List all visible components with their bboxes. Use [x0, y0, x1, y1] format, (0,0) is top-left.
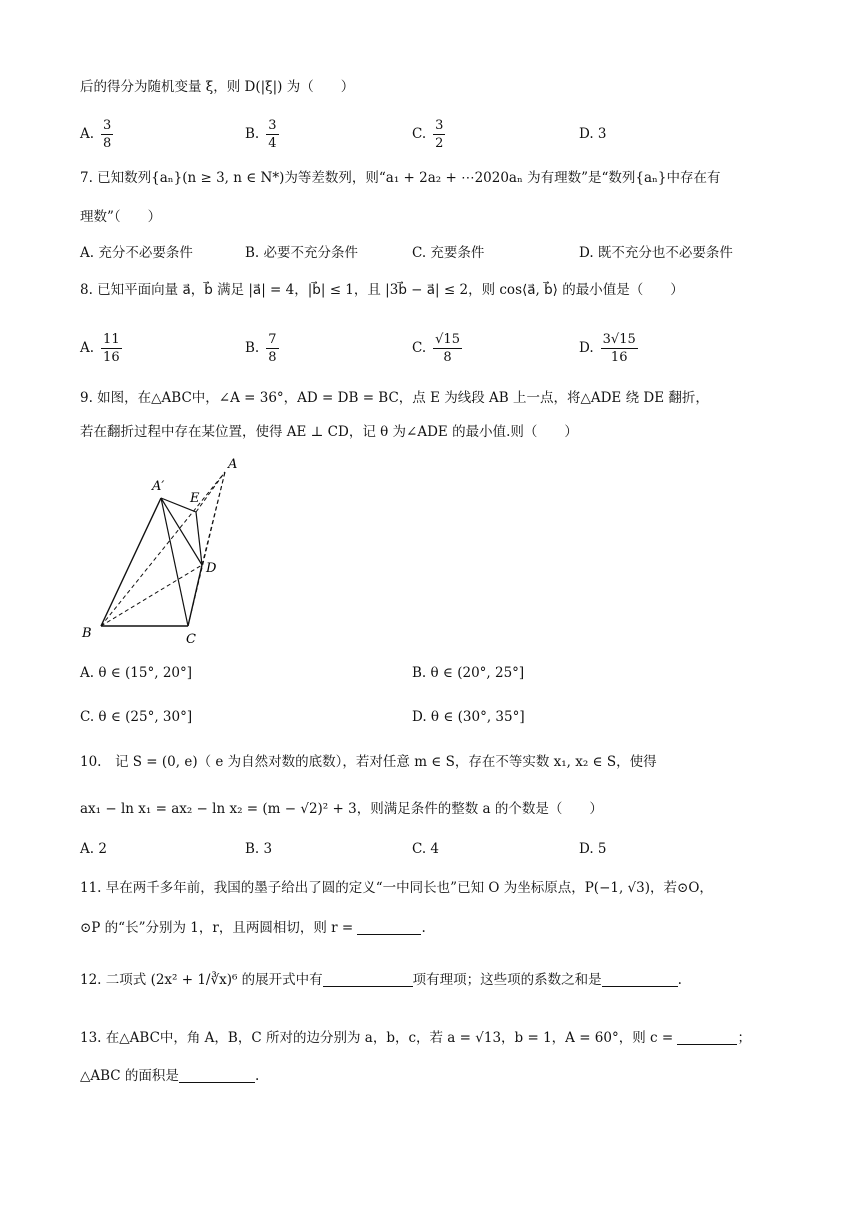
q10-stem-line2: ax₁ − ln x₁ = ax₂ − ln x₂ = (m − √2)² + 3，则满足条件的整数 a 的个数是（ ）: [80, 801, 603, 817]
q8-option-a[interactable]: A. $\frac{11}{16}$: [80, 331, 120, 365]
q6-continuation: 后的得分为随机变量 ξ，则 D(|ξ|) 为（ ）: [80, 79, 355, 95]
label-b: B: [82, 626, 92, 641]
answer-blank[interactable]: [357, 934, 421, 935]
q13-stem-line1: 13. 在△ABC中，角 A，B，C 所对的边分别为 a，b，c，若 a = √13，b = 1，A = 60°，则 c = ；: [80, 1030, 751, 1046]
q9-option-a[interactable]: A. θ ∈ (15°, 20°]: [80, 665, 193, 681]
q8-stem: 8. 已知平面向量 a⃗，b⃗ 满足 |a⃗| = 4，|b⃗| ≤ 1，且 |3b⃗ − a⃗| ≤ 2，则 cos⟨a⃗, b⃗⟩ 的最小值是（ ）: [80, 282, 684, 298]
answer-blank[interactable]: [179, 1082, 255, 1083]
q7-option-d[interactable]: D. 既不充分也不必要条件: [579, 245, 733, 261]
q7-stem-line2: 理数”（ ）: [80, 209, 162, 225]
q9-geometry-figure: [70, 450, 260, 650]
q8-options: [80, 326, 800, 370]
q10-stem-line1: 10. 记 S = (0, e)（ e 为自然对数的底数），若对任意 m ∈ S，存在不等实数 x₁, x₂ ∈ S，使得: [80, 754, 657, 770]
q8-option-b[interactable]: B. $\frac{7}{8}$: [245, 331, 277, 365]
q10-option-d[interactable]: D. 5: [579, 841, 607, 857]
q10-option-c[interactable]: C. 4: [412, 841, 440, 857]
q10-option-a[interactable]: A. 2: [80, 841, 107, 857]
q6-option-c[interactable]: C. $\frac{3}{2}$: [412, 117, 444, 151]
q6-options: [80, 112, 800, 156]
answer-blank[interactable]: [602, 986, 678, 987]
fraction: $\frac{3}{8}$: [103, 117, 112, 151]
q9-stem-line1: 9. 如图，在△ABC中，∠A = 36°，AD = DB = BC，点 E 为线段 AB 上一点，将△ADE 绕 DE 翻折，: [80, 390, 709, 406]
fraction: $\frac{11}{16}$: [103, 331, 120, 365]
q9-option-c[interactable]: C. θ ∈ (25°, 30°]: [80, 709, 193, 725]
label-e: E: [190, 491, 200, 506]
q9-option-d[interactable]: D. θ ∈ (30°, 35°]: [412, 709, 525, 725]
q9-options-row1: [80, 662, 800, 686]
q6-option-a[interactable]: A. $\frac{3}{8}$: [80, 117, 112, 151]
fraction: $\frac{3}{2}$: [435, 117, 444, 151]
answer-blank[interactable]: [323, 986, 413, 987]
q10-option-b[interactable]: B. 3: [245, 841, 273, 857]
q11-stem-line2: ⊙P 的“长”分别为 1，r，且两圆相切，则 r = .: [80, 920, 426, 936]
q6-option-b[interactable]: B. $\frac{3}{4}$: [245, 117, 277, 151]
edge-d-a-dashed: [202, 472, 225, 565]
q9-option-b[interactable]: B. θ ∈ (20°, 25°]: [412, 665, 525, 681]
edge-c-aprime: [161, 498, 188, 626]
binomial-expression: (2x² + 1/∛x)⁶: [150, 972, 238, 988]
q10-options: [80, 838, 800, 860]
edge-aprime-d: [161, 498, 202, 565]
q12-stem: 12. 二项式 (2x² + 1/∛x)⁶ 的展开式中有 项有理项；这些项的系数之和是 .: [80, 972, 682, 988]
label-a: A: [228, 457, 238, 472]
q7-option-b[interactable]: B. 必要不充分条件: [245, 245, 359, 261]
label-c: C: [186, 632, 196, 647]
label-a-prime: A′: [152, 479, 165, 494]
q11-stem-line1: 11. 早在两千多年前，我国的墨子给出了圆的定义“一中同长也”已知 O 为坐标原点，P(−1, √3)，若⊙O，: [80, 880, 713, 896]
q8-option-d[interactable]: D. $\frac{3√15}{16}$: [579, 331, 636, 365]
fraction: $\frac{√15}{8}$: [435, 331, 460, 365]
label-d: D: [206, 561, 217, 576]
q7-options: [80, 240, 800, 262]
answer-blank[interactable]: [677, 1044, 737, 1045]
fraction: $\frac{3√15}{16}$: [602, 331, 636, 365]
q8-option-c[interactable]: C. $\frac{√15}{8}$: [412, 331, 460, 365]
q9-options-row2: [80, 706, 800, 730]
q7-option-c[interactable]: C. 充要条件: [412, 245, 485, 261]
fraction: $\frac{3}{4}$: [268, 117, 277, 151]
q7-stem-line1: 7. 已知数列{aₙ}(n ≥ 3, n ∈ N*)为等差数列，则“a₁ + 2a₂ + ⋯2020aₙ 为有理数”是“数列{aₙ}中存在有: [80, 170, 721, 186]
edge-b-aprime: [101, 498, 161, 626]
q6-option-d[interactable]: D. 3: [579, 126, 607, 142]
fraction: $\frac{7}{8}$: [268, 331, 277, 365]
q7-option-a[interactable]: A. 充分不必要条件: [80, 245, 193, 261]
q9-stem-line2: 若在翻折过程中存在某位置，使得 AE ⊥ CD，记 θ 为∠ADE 的最小值.则（ ）: [80, 424, 578, 440]
edge-b-d-dashed: [101, 565, 202, 626]
q13-stem-line2: △ABC 的面积是 .: [80, 1068, 260, 1084]
